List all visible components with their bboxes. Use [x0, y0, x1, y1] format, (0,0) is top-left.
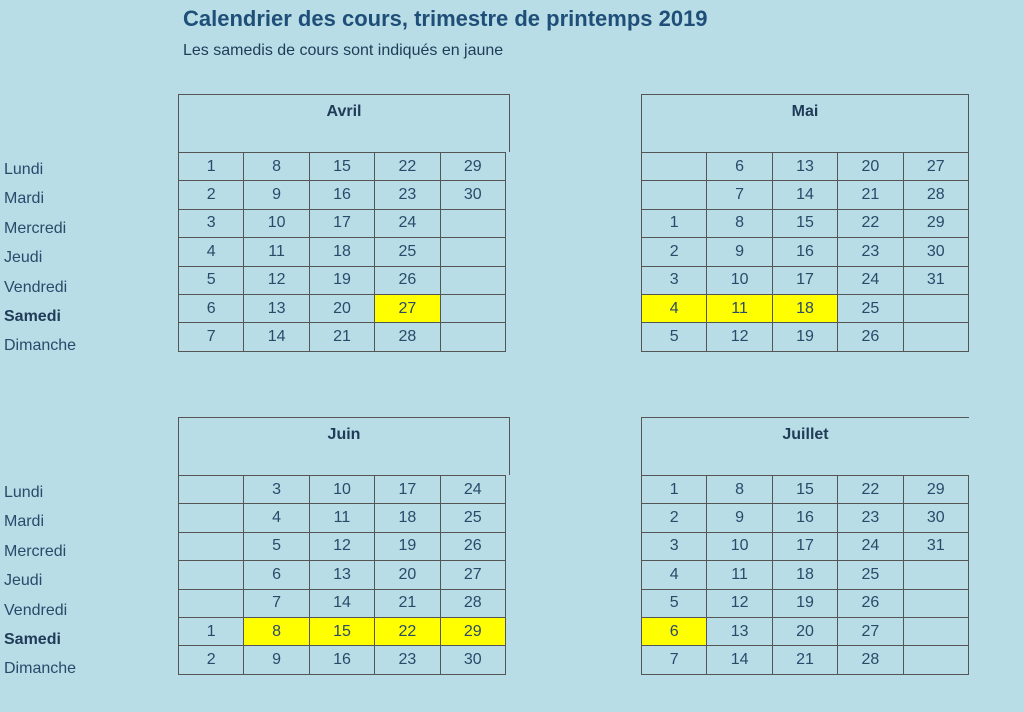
day-label-mardi: Mardi	[4, 513, 45, 531]
date-cell: 21	[838, 181, 903, 209]
empty-cell	[903, 561, 968, 589]
date-cell: 14	[772, 181, 837, 209]
date-cell: 30	[903, 238, 968, 266]
date-cell: 20	[838, 153, 903, 181]
week-row	[179, 476, 506, 504]
date-cell: 8	[244, 617, 309, 645]
week-row	[642, 323, 969, 351]
date-cell: 26	[375, 266, 440, 294]
date-cell: 9	[707, 238, 772, 266]
date-cell: 29	[440, 617, 505, 645]
day-label-jeudi: Jeudi	[4, 572, 43, 590]
week-row	[179, 617, 506, 645]
week-row	[179, 504, 506, 532]
date-cell: 24	[838, 266, 903, 294]
week-row	[642, 266, 969, 294]
empty-cell	[179, 561, 244, 589]
week-row	[179, 561, 506, 589]
empty-cell	[179, 504, 244, 532]
week-row	[642, 238, 969, 266]
week-row	[642, 532, 969, 560]
date-cell: 27	[903, 153, 968, 181]
empty-cell	[903, 294, 968, 322]
date-cell: 5	[244, 532, 309, 560]
date-cell: 1	[642, 209, 707, 237]
day-grid	[178, 152, 506, 352]
date-cell: 6	[642, 617, 707, 645]
day-label-dimanche: Dimanche	[4, 660, 77, 678]
date-cell: 10	[707, 532, 772, 560]
date-cell: 1	[179, 617, 244, 645]
date-cell: 16	[772, 504, 837, 532]
week-row	[179, 181, 506, 209]
date-cell: 3	[642, 266, 707, 294]
page-subtitle: Les samedis de cours sont indiqués en jaune	[183, 42, 504, 59]
date-cell: 15	[772, 209, 837, 237]
week-row	[642, 504, 969, 532]
date-cell: 28	[838, 646, 903, 674]
day-grid	[641, 475, 969, 675]
day-label-mercredi: Mercredi	[4, 542, 67, 560]
date-cell: 3	[179, 209, 244, 237]
day-label-samedi: Samedi	[4, 307, 61, 325]
date-cell: 18	[772, 561, 837, 589]
date-cell: 18	[309, 238, 374, 266]
date-cell: 23	[375, 646, 440, 674]
date-cell: 22	[838, 476, 903, 504]
date-cell: 16	[309, 646, 374, 674]
date-cell: 11	[244, 238, 309, 266]
date-cell: 6	[244, 561, 309, 589]
date-cell: 25	[838, 561, 903, 589]
empty-cell	[179, 532, 244, 560]
empty-cell	[903, 646, 968, 674]
date-cell: 23	[838, 504, 903, 532]
empty-cell	[903, 589, 968, 617]
date-cell: 5	[642, 589, 707, 617]
date-cell: 7	[179, 323, 244, 351]
date-cell: 11	[707, 561, 772, 589]
date-cell: 17	[309, 209, 374, 237]
empty-cell	[642, 181, 707, 209]
date-cell: 19	[309, 266, 374, 294]
date-cell: 14	[309, 589, 374, 617]
day-grid	[641, 152, 969, 352]
day-grid	[178, 475, 506, 675]
date-cell: 21	[309, 323, 374, 351]
date-cell: 3	[244, 476, 309, 504]
date-cell: 21	[375, 589, 440, 617]
week-row	[642, 153, 969, 181]
month-calendar-juin	[178, 417, 510, 675]
month-calendar-juillet	[641, 417, 969, 675]
date-cell: 28	[903, 181, 968, 209]
empty-cell	[440, 294, 505, 322]
date-cell: 28	[375, 323, 440, 351]
empty-cell	[179, 476, 244, 504]
date-cell: 17	[375, 476, 440, 504]
date-cell: 30	[440, 181, 505, 209]
week-row	[179, 294, 506, 322]
date-cell: 25	[838, 294, 903, 322]
date-cell: 2	[179, 646, 244, 674]
date-cell: 19	[772, 589, 837, 617]
date-cell: 22	[375, 153, 440, 181]
empty-cell	[903, 617, 968, 645]
date-cell: 12	[707, 323, 772, 351]
empty-cell	[440, 266, 505, 294]
date-cell: 17	[772, 532, 837, 560]
week-row	[642, 589, 969, 617]
date-cell: 16	[309, 181, 374, 209]
page-title: Calendrier des cours, trimestre de printemps 2019	[183, 6, 708, 31]
week-row	[642, 209, 969, 237]
date-cell: 10	[707, 266, 772, 294]
date-cell: 9	[707, 504, 772, 532]
month-title: Mai	[641, 94, 969, 152]
empty-cell	[903, 323, 968, 351]
day-label-mercredi: Mercredi	[4, 219, 67, 237]
date-cell: 11	[309, 504, 374, 532]
day-labels-bottom	[4, 478, 76, 684]
week-row	[179, 266, 506, 294]
date-cell: 5	[642, 323, 707, 351]
month-calendar-avril	[178, 94, 510, 352]
week-row	[179, 209, 506, 237]
date-cell: 18	[375, 504, 440, 532]
date-cell: 4	[244, 504, 309, 532]
date-cell: 2	[642, 238, 707, 266]
date-cell: 19	[772, 323, 837, 351]
week-row	[642, 617, 969, 645]
date-cell: 27	[838, 617, 903, 645]
date-cell: 4	[642, 294, 707, 322]
empty-cell	[440, 238, 505, 266]
date-cell: 4	[642, 561, 707, 589]
date-cell: 13	[309, 561, 374, 589]
date-cell: 14	[244, 323, 309, 351]
date-cell: 8	[244, 153, 309, 181]
date-cell: 9	[244, 646, 309, 674]
day-label-mardi: Mardi	[4, 190, 45, 208]
date-cell: 24	[838, 532, 903, 560]
date-cell: 23	[375, 181, 440, 209]
date-cell: 18	[772, 294, 837, 322]
date-cell: 30	[903, 504, 968, 532]
date-cell: 26	[440, 532, 505, 560]
day-labels-top	[4, 155, 76, 361]
date-cell: 1	[642, 476, 707, 504]
date-cell: 23	[838, 238, 903, 266]
date-cell: 31	[903, 532, 968, 560]
empty-cell	[642, 153, 707, 181]
date-cell: 29	[903, 209, 968, 237]
week-row	[642, 181, 969, 209]
date-cell: 20	[772, 617, 837, 645]
date-cell: 27	[440, 561, 505, 589]
week-row	[642, 561, 969, 589]
date-cell: 3	[642, 532, 707, 560]
date-cell: 14	[707, 646, 772, 674]
date-cell: 6	[707, 153, 772, 181]
date-cell: 30	[440, 646, 505, 674]
date-cell: 2	[642, 504, 707, 532]
date-cell: 19	[375, 532, 440, 560]
week-row	[179, 589, 506, 617]
date-cell: 20	[375, 561, 440, 589]
date-cell: 15	[772, 476, 837, 504]
date-cell: 29	[903, 476, 968, 504]
day-label-jeudi: Jeudi	[4, 249, 43, 267]
date-cell: 31	[903, 266, 968, 294]
date-cell: 17	[772, 266, 837, 294]
date-cell: 10	[309, 476, 374, 504]
date-cell: 5	[179, 266, 244, 294]
empty-cell	[440, 323, 505, 351]
date-cell: 4	[179, 238, 244, 266]
week-row	[179, 532, 506, 560]
date-cell: 13	[707, 617, 772, 645]
date-cell: 26	[838, 323, 903, 351]
date-cell: 12	[244, 266, 309, 294]
date-cell: 12	[309, 532, 374, 560]
week-row	[642, 646, 969, 674]
month-calendar-mai	[641, 94, 969, 352]
date-cell: 7	[642, 646, 707, 674]
day-label-vendredi: Vendredi	[4, 601, 68, 619]
week-row	[179, 323, 506, 351]
date-cell: 2	[179, 181, 244, 209]
date-cell: 7	[244, 589, 309, 617]
date-cell: 9	[244, 181, 309, 209]
week-row	[179, 238, 506, 266]
month-title: Juin	[178, 417, 510, 475]
date-cell: 8	[707, 209, 772, 237]
day-label-lundi: Lundi	[4, 161, 44, 178]
date-cell: 6	[179, 294, 244, 322]
date-cell: 22	[375, 617, 440, 645]
date-cell: 24	[375, 209, 440, 237]
week-row	[642, 294, 969, 322]
date-cell: 13	[244, 294, 309, 322]
empty-cell	[440, 209, 505, 237]
date-cell: 25	[440, 504, 505, 532]
empty-cell	[179, 589, 244, 617]
date-cell: 1	[179, 153, 244, 181]
week-row	[179, 153, 506, 181]
date-cell: 16	[772, 238, 837, 266]
date-cell: 21	[772, 646, 837, 674]
date-cell: 20	[309, 294, 374, 322]
month-title: Juillet	[641, 417, 969, 475]
date-cell: 7	[707, 181, 772, 209]
date-cell: 8	[707, 476, 772, 504]
date-cell: 11	[707, 294, 772, 322]
date-cell: 13	[772, 153, 837, 181]
date-cell: 27	[375, 294, 440, 322]
date-cell: 26	[838, 589, 903, 617]
date-cell: 28	[440, 589, 505, 617]
day-label-lundi: Lundi	[4, 484, 44, 501]
date-cell: 12	[707, 589, 772, 617]
date-cell: 10	[244, 209, 309, 237]
date-cell: 25	[375, 238, 440, 266]
date-cell: 15	[309, 153, 374, 181]
week-row	[179, 646, 506, 674]
month-title: Avril	[178, 94, 510, 152]
date-cell: 29	[440, 153, 505, 181]
date-cell: 15	[309, 617, 374, 645]
week-row	[642, 476, 969, 504]
day-label-vendredi: Vendredi	[4, 278, 68, 296]
day-label-samedi: Samedi	[4, 630, 61, 648]
day-label-dimanche: Dimanche	[4, 337, 77, 355]
date-cell: 22	[838, 209, 903, 237]
date-cell: 24	[440, 476, 505, 504]
